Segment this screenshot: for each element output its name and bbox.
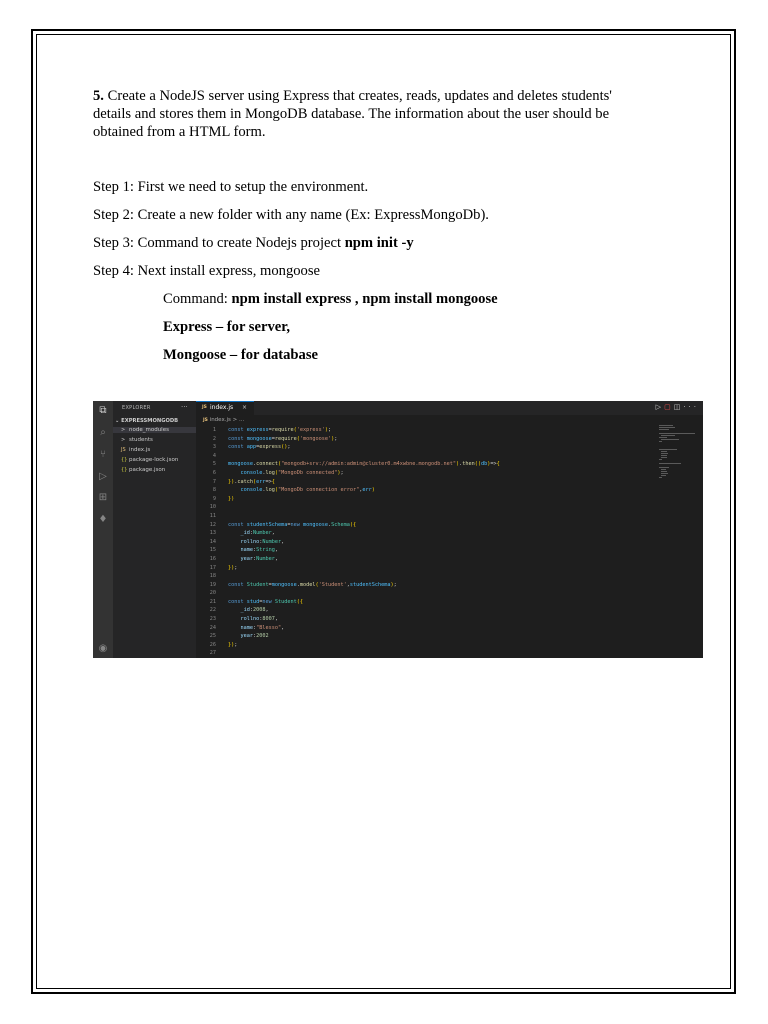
code-line[interactable] [196, 469, 656, 478]
code-text: const mongoose=require('mongoose'); [228, 435, 338, 442]
line-number: 13 [209, 530, 216, 537]
line-number: 26 [209, 641, 216, 648]
breadcrumb: JS index.js > ... [203, 417, 245, 423]
line-number: 11 [209, 512, 216, 519]
line-number: 10 [209, 504, 216, 511]
code-text: rollno:Number, [240, 538, 285, 545]
code-text: mongoose.connect("mongodb+srv://admin:admin@cluster0.m4xwbne.mongodb.net").then((db)=>{ [228, 461, 500, 468]
question-text: Create a NodeJS server using Express that creates, reads, updates and deletes students' details and stores them in MongoDB database. The information about the user should be obtained from a HTML form. [93, 88, 612, 140]
json-file-icon: {} [121, 457, 128, 463]
code-text: _id:Number, [240, 530, 275, 537]
code-text: rollno:8007, [240, 616, 278, 623]
code-text: }); [228, 564, 238, 571]
line-number: 17 [209, 564, 216, 571]
activity-bar [93, 401, 113, 658]
account-icon[interactable]: ◉ [98, 643, 108, 654]
close-icon[interactable]: × [242, 404, 248, 411]
code-line[interactable] [196, 555, 656, 564]
file-students[interactable]: > students [121, 437, 153, 443]
question-block [93, 87, 653, 141]
command-label: Command: [163, 291, 232, 307]
explorer-more-icon[interactable]: ··· [181, 403, 188, 411]
js-file-icon: JS [203, 418, 208, 423]
code-line[interactable] [196, 486, 656, 495]
step-1: Step 1: First we need to setup the environment. [93, 179, 369, 195]
note-mongoose: Mongoose – for database [163, 347, 318, 363]
line-number: 16 [209, 555, 216, 562]
chevron-down-icon: ⌄ [115, 418, 122, 424]
code-line[interactable] [196, 435, 656, 444]
chevron-right-icon: > [121, 427, 126, 433]
question-number: 5. [93, 88, 104, 104]
explorer-sidebar [113, 401, 196, 658]
code-line[interactable] [196, 538, 656, 547]
minimap[interactable] [659, 421, 699, 481]
line-number: 27 [209, 650, 216, 657]
js-file-icon: JS [121, 447, 126, 453]
note-express: Express – for server, [163, 319, 291, 335]
code-line[interactable] [196, 529, 656, 538]
split-editor-icon[interactable]: ◫ [673, 403, 684, 411]
code-text: const stud=new Student({ [228, 598, 303, 605]
code-line[interactable] [196, 443, 656, 452]
code-line[interactable] [196, 426, 656, 435]
file-package-json[interactable]: {} package.json [121, 467, 166, 473]
line-number: 4 [212, 452, 216, 459]
explorer-title: EXPLORER [122, 405, 151, 411]
code-line[interactable] [196, 546, 656, 555]
code-text: console.log("MongoDb connection error",err) [240, 487, 375, 494]
line-number: 5 [212, 461, 216, 468]
code-line[interactable] [196, 495, 656, 504]
code-line[interactable] [196, 632, 656, 641]
step-3: Step 3: Command to create Nodejs project npm init -y [93, 235, 414, 251]
chevron-right-icon: > [121, 437, 126, 443]
npm-init-command: npm init -y [344, 235, 414, 251]
vscode-screenshot [93, 401, 703, 658]
code-line[interactable] [196, 606, 656, 615]
line-number: 21 [209, 598, 216, 605]
code-text: const Student=mongoose.model('Student',studentSchema); [228, 581, 397, 588]
code-line[interactable] [196, 564, 656, 573]
search-icon[interactable]: ⌕ [100, 427, 106, 438]
file-package-lock[interactable]: {} package-lock.json [121, 457, 179, 463]
line-number: 1 [212, 427, 216, 433]
line-number: 15 [209, 547, 216, 554]
mongodb-icon[interactable]: ♦ [98, 514, 108, 525]
json-file-icon: {} [121, 467, 128, 473]
line-number: 25 [209, 633, 216, 640]
run-icon[interactable]: ▷ [655, 403, 665, 411]
code-editor[interactable] [196, 426, 656, 658]
code-text: const express=require('express'); [228, 427, 332, 433]
file-index-js[interactable]: JS index.js [121, 447, 151, 453]
file-node-modules[interactable]: > node_modules [113, 427, 196, 433]
code-line[interactable] [196, 512, 656, 521]
question-paragraph [93, 87, 653, 141]
code-text: const app=express(); [228, 444, 291, 451]
command-value: npm install express , npm install mongoose [231, 291, 498, 307]
run-debug-icon[interactable]: ▷ [99, 471, 107, 482]
code-text: _id:2008, [240, 607, 269, 614]
code-line[interactable] [196, 649, 656, 658]
editor-tabs [196, 401, 703, 415]
code-text: year:Number, [240, 555, 278, 562]
line-number: 6 [212, 469, 216, 476]
code-line[interactable] [196, 615, 656, 624]
tab-index-js[interactable]: JS index.js × [196, 401, 254, 415]
js-file-icon: JS [202, 405, 207, 410]
editor-actions [656, 403, 699, 411]
line-number: 9 [212, 495, 216, 502]
line-number: 7 [212, 478, 216, 485]
step-2: Step 2: Create a new folder with any name (Ex: ExpressMongoDb). [93, 207, 489, 223]
code-line[interactable] [196, 589, 656, 598]
code-text: name:"Blesso", [240, 624, 285, 631]
line-number: 20 [209, 590, 216, 597]
line-number: 2 [212, 435, 216, 442]
line-number: 3 [212, 444, 216, 451]
line-number: 18 [209, 573, 216, 580]
line-number: 12 [209, 521, 216, 528]
step-4: Step 4: Next install express, mongoose [93, 263, 320, 279]
code-line[interactable] [196, 641, 656, 650]
code-line[interactable] [196, 624, 656, 633]
code-line[interactable] [196, 478, 656, 487]
line-number: 8 [212, 487, 216, 494]
line-number: 23 [209, 616, 216, 623]
code-text: }).catch(err=>{ [228, 478, 275, 485]
code-line[interactable] [196, 452, 656, 461]
line-number: 14 [209, 538, 216, 545]
command-line [163, 291, 498, 308]
code-line[interactable] [196, 521, 656, 530]
code-line[interactable] [196, 581, 656, 590]
extensions-icon[interactable]: ⊞ [98, 492, 108, 503]
code-line[interactable] [196, 572, 656, 581]
files-icon[interactable]: ⧉ [99, 405, 107, 416]
line-number: 19 [209, 581, 216, 588]
code-text: }) [228, 495, 235, 502]
source-control-icon[interactable]: ⑂ [100, 449, 106, 460]
code-line[interactable] [196, 503, 656, 512]
code-text: const studentSchema=new mongoose.Schema({ [228, 521, 357, 528]
more-icon[interactable]: ··· [683, 403, 699, 411]
code-text: name:String, [240, 547, 278, 554]
code-text: console.log("MongoDb connected"); [240, 469, 344, 476]
stop-icon[interactable]: ▢ [664, 403, 674, 411]
code-text: }); [228, 641, 238, 648]
project-folder[interactable]: ⌄ EXPRESSMONGODB [115, 418, 179, 424]
line-number: 24 [209, 624, 216, 631]
code-line[interactable] [196, 598, 656, 607]
code-line[interactable] [196, 460, 656, 469]
code-text: year:2002 [240, 633, 269, 640]
line-number: 22 [209, 607, 216, 614]
